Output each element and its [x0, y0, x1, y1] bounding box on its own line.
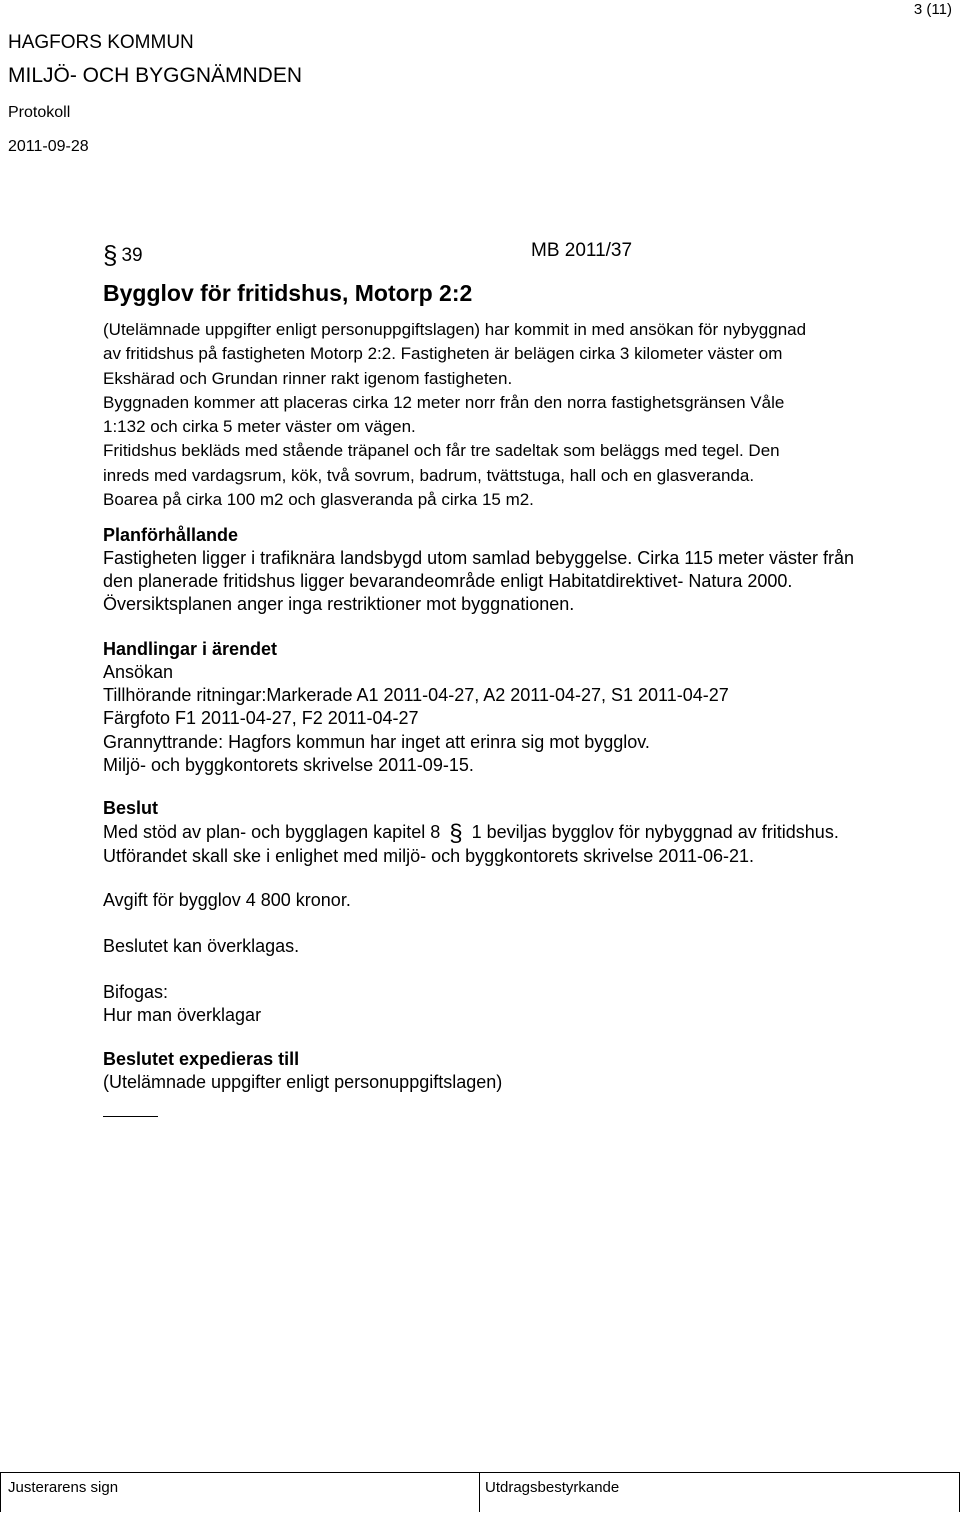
paragraph-number	[103, 240, 143, 271]
case-number: MB 2011/37	[531, 240, 633, 261]
description-block	[103, 318, 806, 512]
plan-heading: Planförhållande	[103, 525, 239, 545]
signature-underline	[103, 1116, 158, 1117]
section-symbol: §	[449, 820, 463, 847]
plan-line: Fastigheten ligger i trafiknära landsbygd utom samlad bebyggelse. Cirka 115 meter väster från	[103, 548, 855, 568]
page-number: 3 (11)	[913, 1, 952, 18]
handlingar-line: Miljö- och byggkontorets skrivelse 2011-09-15.	[103, 754, 474, 775]
beslut-line-1-start: Med stöd av plan- och bygglagen kapitel 8	[103, 822, 441, 842]
beslut-heading: Beslut	[103, 798, 159, 818]
item-title: Bygglov för fritidshus, Motorp 2:2	[103, 280, 473, 306]
attachment-item: Hur man överklagar	[103, 1005, 262, 1025]
section-symbol: §	[103, 240, 118, 270]
description-line: av fritidshus på fastigheten Motorp 2:2. Fastigheten är belägen cirka 3 kilometer väster om	[103, 344, 783, 364]
footer-certification-label: Utdragsbestyrkande	[485, 1479, 620, 1496]
plan-line: Översiktsplanen anger inga restriktioner mot byggnationen.	[103, 594, 575, 615]
footer-signature-label: Justerarens sign	[8, 1479, 119, 1496]
plan-line: den planerade fritidshus ligger bevarandeområde enligt Habitatdirektivet- Natura 2000.	[103, 571, 793, 592]
description-line: Byggnaden kommer att placeras cirka 12 meter norr från den norra fastighetsgränsen Våle	[103, 392, 785, 412]
description-line: inreds med vardagsrum, kök, två sovrum, badrum, tvättstuga, hall och en glasveranda.	[103, 465, 755, 485]
description-line: Ekshärad och Grundan rinner rakt igenom fastigheten.	[103, 368, 513, 388]
document-date: 2011-09-28	[8, 138, 89, 155]
handlingar-line: Tillhörande ritningar:Markerade A1 2011-04-27, A2 2011-04-27, S1 2011-04-27	[103, 685, 729, 706]
footer-rule	[0, 1472, 960, 1473]
description-line: (Utelämnade uppgifter enligt personuppgiftslagen) har kommit in med ansökan för nybyggnad	[103, 320, 807, 339]
beslut-line-2: Utförandet skall ske i enlighet med miljö- och byggkontorets skrivelse 2011-06-21.	[103, 846, 754, 866]
handlingar-block	[103, 661, 729, 777]
expedieras-heading: Beslutet expedieras till	[103, 1049, 300, 1069]
footer-divider	[0, 1472, 1, 1512]
document-type: Protokoll	[8, 104, 71, 121]
expedieras-line: (Utelämnade uppgifter enligt personuppgiftslagen)	[103, 1072, 503, 1092]
handlingar-heading: Handlingar i ärendet	[103, 639, 278, 659]
description-line: Boarea på cirka 100 m2 och glasveranda på cirka 15 m2.	[103, 490, 534, 510]
plan-block	[103, 547, 854, 617]
handlingar-line: Ansökan	[103, 662, 174, 682]
department-name: MILJÖ- OCH BYGGNÄMNDEN	[8, 64, 303, 87]
attachment-label: Bifogas:	[103, 982, 169, 1002]
beslut-line-1	[103, 821, 839, 845]
handlingar-line: Färgfoto F1 2011-04-27, F2 2011-04-27	[103, 708, 419, 729]
handlingar-line: Grannyttrande: Hagfors kommun har inget att erinra sig mot bygglov.	[103, 731, 650, 752]
paragraph-number-value: 39	[121, 245, 143, 266]
fee-text: Avgift för bygglov 4 800 kronor.	[103, 890, 351, 910]
organization-name: HAGFORS KOMMUN	[8, 32, 194, 53]
beslut-line-1-end: 1 beviljas bygglov för nybyggnad av fritidshus.	[471, 822, 839, 842]
description-line: Fritidshus bekläds med stående träpanel och får tre sadeltak som beläggs med tegel. Den	[103, 441, 780, 461]
appeal-text: Beslutet kan överklagas.	[103, 936, 300, 956]
footer-divider	[479, 1472, 480, 1512]
description-line: 1:132 och cirka 5 meter väster om vägen.	[103, 417, 416, 437]
